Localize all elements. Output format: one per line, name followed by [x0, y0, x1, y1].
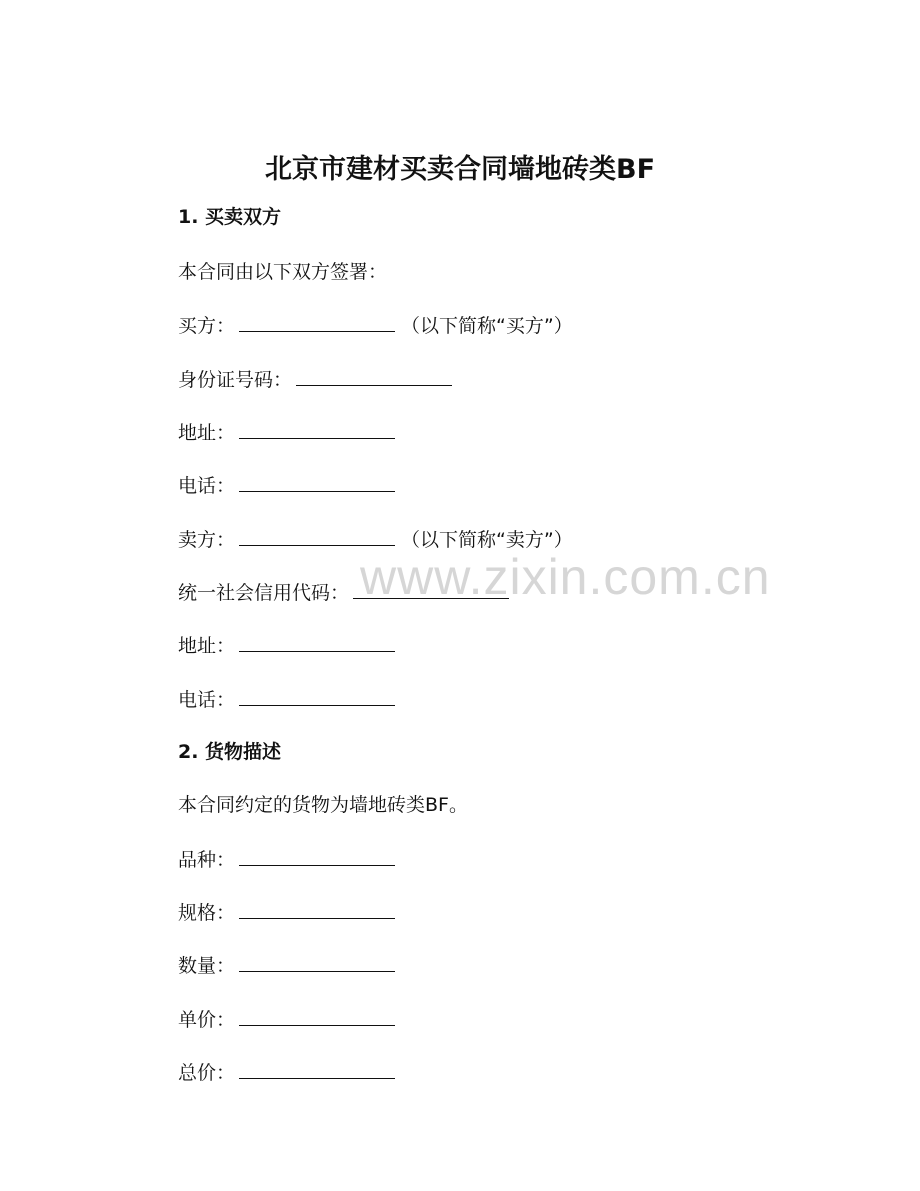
- variety-row: [178, 846, 395, 873]
- id-number-blank[interactable]: [296, 366, 452, 386]
- seller-address-blank[interactable]: [239, 632, 395, 652]
- credit-code-label: 统一社会信用代码：: [178, 582, 350, 604]
- watermark: www.zixin.com.cn: [360, 549, 771, 605]
- total-price-blank[interactable]: [239, 1059, 395, 1079]
- seller-note: （以下简称“卖方”）: [401, 529, 573, 551]
- buyer-address-row: [178, 419, 395, 446]
- buyer-phone-row: [178, 472, 395, 499]
- spec-row: [178, 899, 395, 926]
- section-heading-goods: 2. 货物描述: [178, 741, 282, 763]
- buyer-name-blank[interactable]: [239, 312, 395, 332]
- parties-intro: 本合同由以下双方签署：: [178, 261, 388, 283]
- quantity-blank[interactable]: [239, 952, 395, 972]
- variety-label: 品种：: [178, 849, 236, 871]
- buyer-address-label: 地址：: [178, 422, 236, 444]
- variety-blank[interactable]: [239, 846, 395, 866]
- unit-price-label: 单价：: [178, 1009, 236, 1031]
- buyer-row: [178, 312, 573, 339]
- total-price-label: 总价：: [178, 1062, 236, 1084]
- credit-code-blank[interactable]: [353, 579, 509, 599]
- seller-label: 卖方：: [178, 529, 236, 551]
- seller-phone-label: 电话：: [178, 689, 236, 711]
- buyer-address-blank[interactable]: [239, 419, 395, 439]
- goods-intro: 本合同约定的货物为墙地砖类BF。: [178, 794, 468, 816]
- quantity-label: 数量：: [178, 955, 236, 977]
- seller-name-blank[interactable]: [239, 526, 395, 546]
- id-number-label: 身份证号码：: [178, 369, 293, 391]
- seller-address-label: 地址：: [178, 635, 236, 657]
- total-price-row: [178, 1059, 395, 1086]
- buyer-phone-blank[interactable]: [239, 472, 395, 492]
- unit-price-row: [178, 1006, 395, 1033]
- buyer-note: （以下简称“买方”）: [401, 315, 573, 337]
- spec-label: 规格：: [178, 902, 236, 924]
- seller-row: [178, 526, 573, 553]
- seller-address-row: [178, 632, 395, 659]
- buyer-phone-label: 电话：: [178, 475, 236, 497]
- unit-price-blank[interactable]: [239, 1006, 395, 1026]
- spec-blank[interactable]: [239, 899, 395, 919]
- quantity-row: [178, 952, 395, 979]
- seller-phone-blank[interactable]: [239, 686, 395, 706]
- buyer-label: 买方：: [178, 315, 236, 337]
- id-number-row: [178, 366, 452, 393]
- document-title: 北京市建材买卖合同墙地砖类BF: [264, 154, 656, 185]
- section-heading-parties: 1. 买卖双方: [178, 206, 282, 228]
- seller-phone-row: [178, 686, 395, 713]
- credit-code-row: [178, 579, 509, 606]
